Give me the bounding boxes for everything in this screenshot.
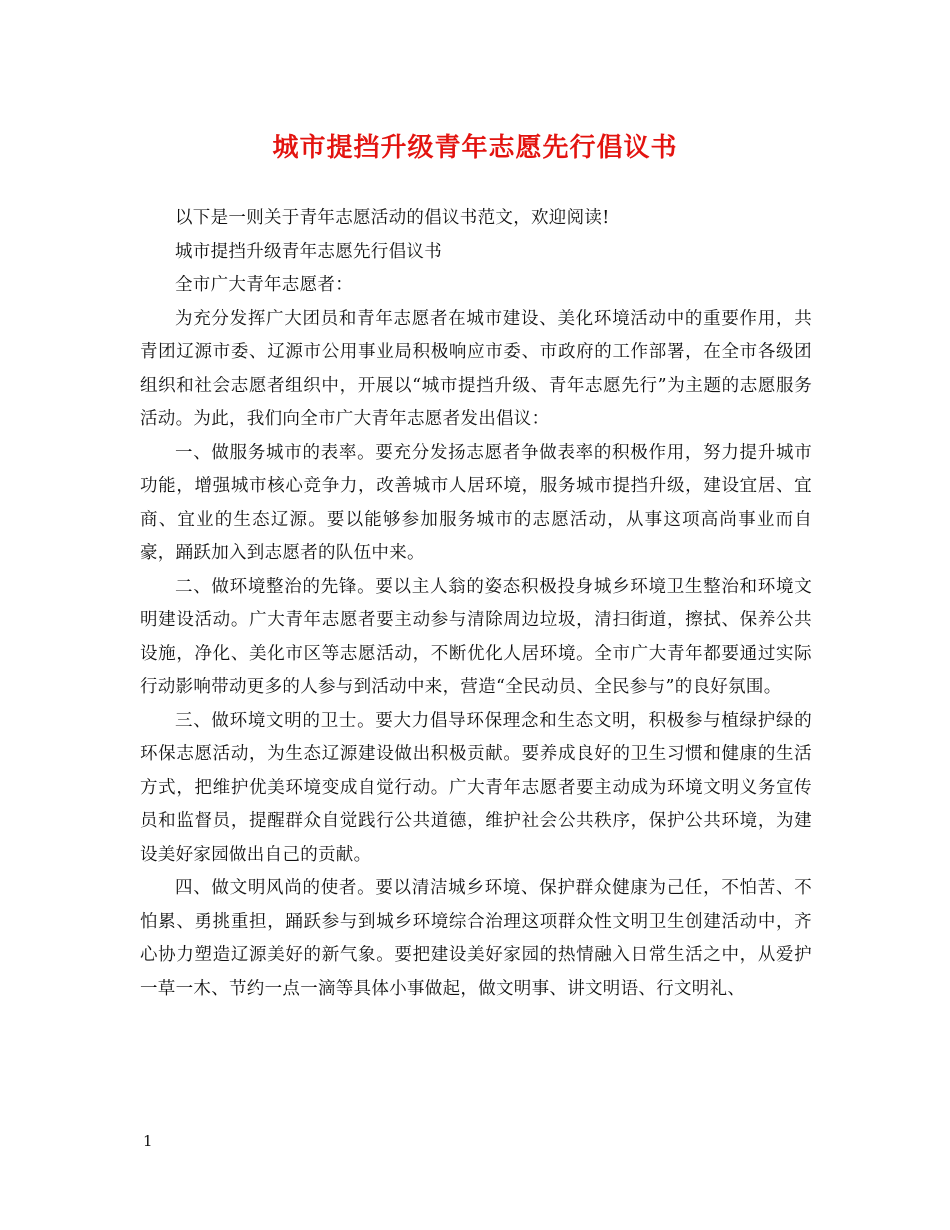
body-paragraph: 一、做服务城市的表率。要充分发扬志愿者争做表率的积极作用，努力提升城市功能，增强城市核心竞争力，改善城市人居环境，服务城市提挡升级，建设宜居、宜商、宜业的生态辽源。要以能够参加服务城市的志愿活动，从事这项高尚事业而自豪，踊跃加入到志愿者的队伍中来。 [140, 442, 812, 563]
subtitle-paragraph: 城市提挡升级青年志愿先行倡议书 [175, 241, 442, 262]
body-paragraph: 二、做环境整治的先锋。要以主人翁的姿态积极投身城乡环境卫生整治和环境文明建设活动。广大青年志愿者要主动参与清除周边垃圾，清扫街道，擦拭、保养公共设施，净化、美化市区等志愿活动，不断优化人居环境。全市广大青年都要通过实际行动影响带动更多的人参与到活动中来，营造“全民动员、全民参与”的良好氛围。 [140, 576, 812, 697]
page-number: 1 [143, 1132, 153, 1150]
body-paragraph: 四、做文明风尚的使者。要以清洁城乡环境、保护群众健康为己任，不怕苦、不怕累、勇挑重担，踊跃参与到城乡环境综合治理这项群众性文明卫生创建活动中，齐心协力塑造辽源美好的新气象。要把建设美好家园的热情融入日常生活之中，从爱护一草一木、节约一点一滴等具体小事做起，做文明事、讲文明语、行文明礼、 [140, 878, 812, 999]
salutation-paragraph: 全市广大青年志愿者： [175, 275, 353, 295]
document-title: 城市提挡升级青年志愿先行倡议书 [272, 133, 678, 163]
body-paragraph: 三、做环境文明的卫士。要大力倡导环保理念和生态文明，积极参与植绿护绿的环保志愿活动，为生态辽源建设做出积极贡献。要养成良好的卫生习惯和健康的生活方式，把维护优美环境变成自觉行动。广大青年志愿者要主动成为环境文明义务宣传员和监督员，提醒群众自觉践行公共道德，维护社会公共秩序，保护公共环境，为建设美好家园做出自己的贡献。 [140, 710, 812, 865]
intro-paragraph: 以下是一则关于青年志愿活动的倡议书范文，欢迎阅读! [175, 208, 610, 228]
body-paragraph: 为充分发挥广大团员和青年志愿者在城市建设、美化环境活动中的重要作用，共青团辽源市委、辽源市公用事业局积极响应市委、市政府的工作部署，在全市各级团组织和社会志愿者组织中，开展以“城市提挡升级、青年志愿先行”为主题的志愿服务活动。为此，我们向全市广大青年志愿者发出倡议： [140, 308, 812, 429]
document-body [140, 202, 812, 1006]
